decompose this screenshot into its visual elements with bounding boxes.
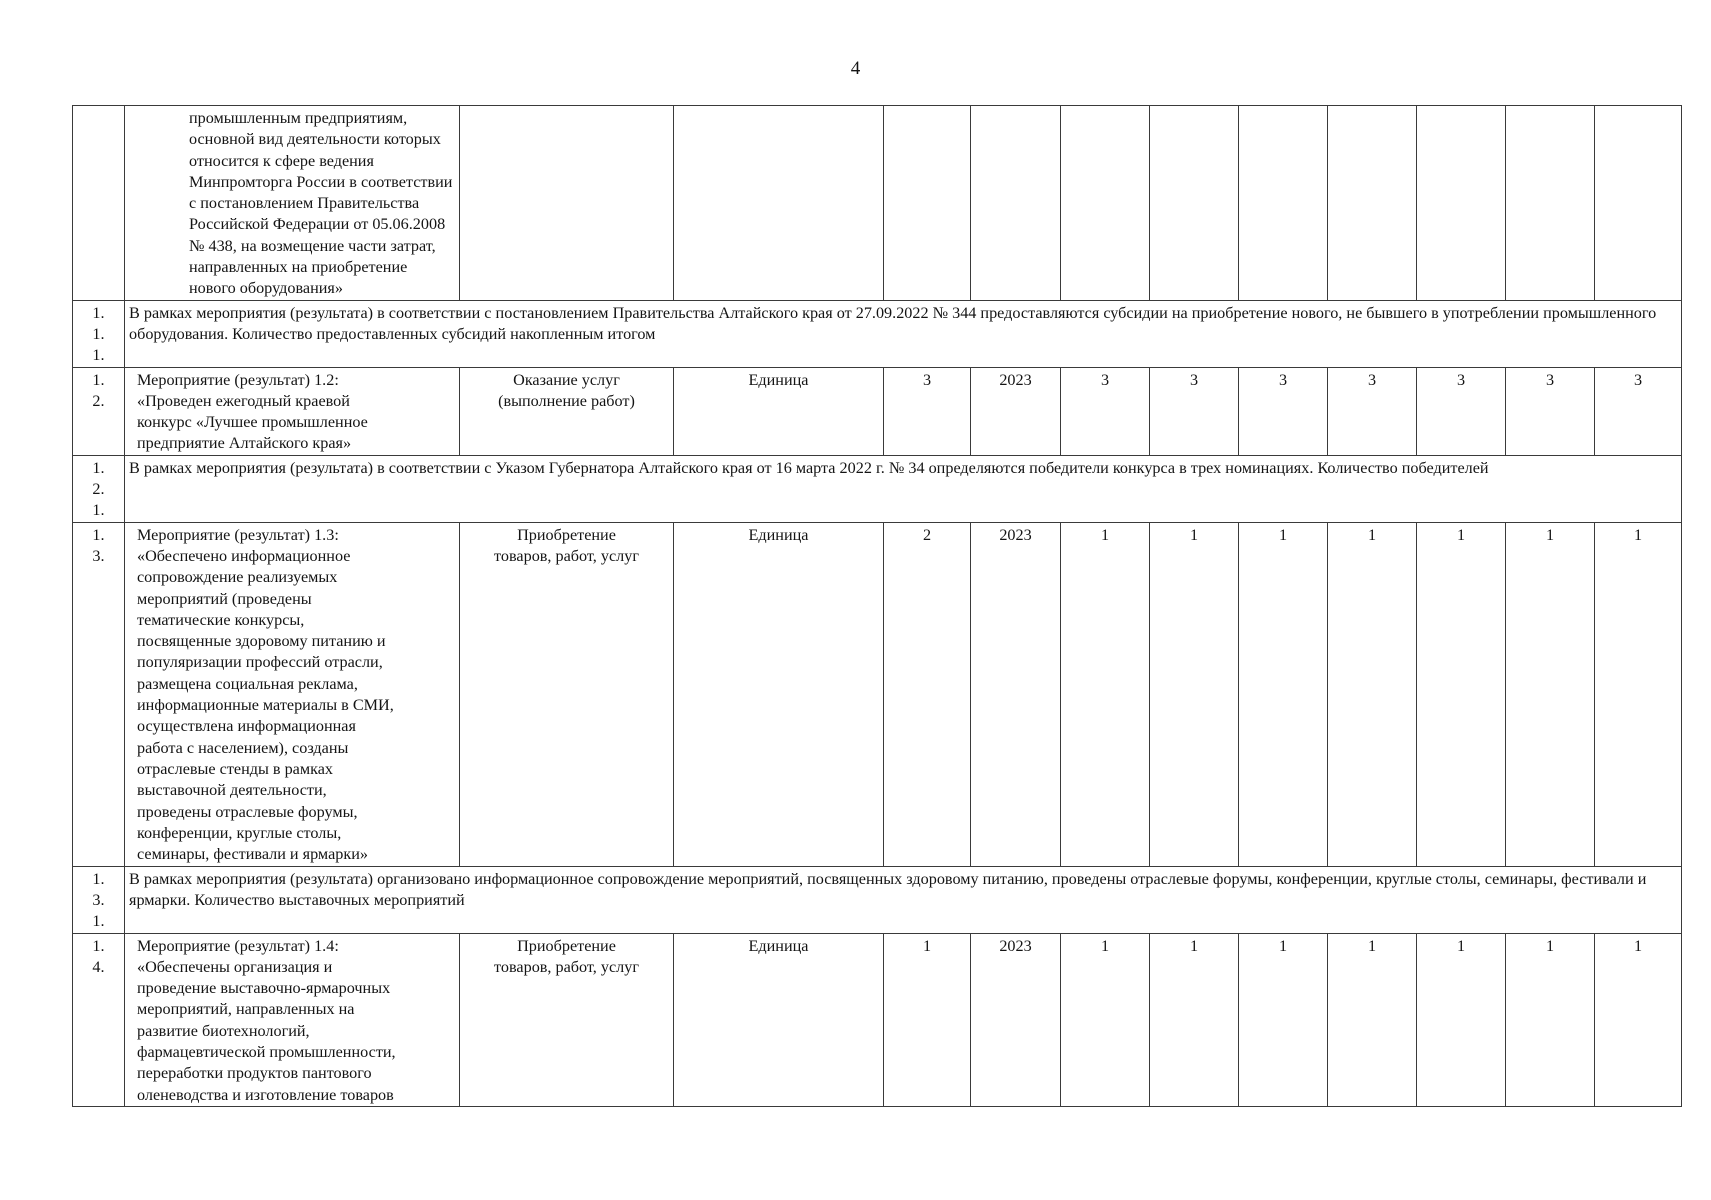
row-number: 1. 4. [73, 933, 125, 1106]
year-value: 1 [1417, 522, 1506, 866]
page-number: 4 [850, 58, 861, 79]
year-value: 1 [1417, 933, 1506, 1106]
year-value: 3 [1061, 367, 1150, 455]
unit: Единица [674, 933, 884, 1106]
year-value: 1 [1506, 933, 1595, 1106]
row-number: 1. 2. [73, 367, 125, 455]
table-row [73, 300, 1682, 367]
base-year: 2023 [971, 522, 1061, 866]
year-value: 3 [1506, 367, 1595, 455]
measure-type: Приобретение товаров, работ, услуг [460, 933, 674, 1106]
measure-description: промышленным предприятиям, основной вид деятельности которых относится к сфере ведения Минпромторга России в соответствии с постановлением Правительства Российской Федерации от 05.06.2008 № 438, на возмещение части затрат, направленных на приобретение нового оборудования» [125, 106, 460, 301]
measure-note: В рамках мероприятия (результата) в соответствии с Указом Губернатора Алтайского края от 16 марта 2022 г. № 34 определяются победители конкурса в трех номинациях. Количество победителей [125, 455, 1682, 522]
base-year: 2023 [971, 367, 1061, 455]
year-value: 3 [1150, 367, 1239, 455]
year-value: 1 [1239, 522, 1328, 866]
row-number: 1. 1. 1. [73, 300, 125, 367]
base-year: 2023 [971, 933, 1061, 1106]
table-row [73, 106, 1682, 301]
year-value: 3 [1595, 367, 1682, 455]
year-value: 1 [1239, 933, 1328, 1106]
year-value: 1 [1328, 522, 1417, 866]
measure-type: Приобретение товаров, работ, услуг [460, 522, 674, 866]
year-value: 1 [1150, 933, 1239, 1106]
base-value: 3 [884, 367, 971, 455]
measure-type: Оказание услуг (выполнение работ) [460, 367, 674, 455]
year-value: 1 [1595, 933, 1682, 1106]
year-value: 1 [1595, 522, 1682, 866]
year-value: 1 [1506, 522, 1595, 866]
unit: Единица [674, 367, 884, 455]
year-value: 1 [1061, 933, 1150, 1106]
measure-note: В рамках мероприятия (результата) организовано информационное сопровождение мероприятий, посвященных здоровому питанию, проведены отраслевые форумы, конференции, круглые столы, семинары, фестивали и ярмарки. Количество выставочных мероприятий [125, 866, 1682, 933]
base-value: 1 [884, 933, 971, 1106]
table-row [73, 455, 1682, 522]
table-row [73, 933, 1682, 1106]
table-row [73, 866, 1682, 933]
row-number: 1. 3. [73, 522, 125, 866]
measure-description: Мероприятие (результат) 1.2: «Проведен ежегодный краевой конкурс «Лучшее промышленное предприятие Алтайского края» [125, 367, 460, 455]
table-row [73, 367, 1682, 455]
year-value: 3 [1239, 367, 1328, 455]
indicators-table [72, 105, 1682, 1107]
measure-description: Мероприятие (результат) 1.3: «Обеспечено информационное сопровождение реализуемых мероприятий (проведены тематические конкурсы, посвященные здоровому питанию и популяризации профессий отрасли, размещена социальная реклама, информационные материалы в СМИ, осуществлена информационная работа с населением), созданы отраслевые стенды в рамках выставочной деятельности, проведены отраслевые форумы, конференции, круглые столы, семинары, фестивали и ярмарки» [125, 522, 460, 866]
row-number: 1. 2. 1. [73, 455, 125, 522]
year-value: 3 [1328, 367, 1417, 455]
row-number [73, 106, 125, 301]
table-row [73, 522, 1682, 866]
row-number: 1. 3. 1. [73, 866, 125, 933]
measure-note: В рамках мероприятия (результата) в соответствии с постановлением Правительства Алтайского края от 27.09.2022 № 344 предоставляются субсидии на приобретение нового, не бывшего в употреблении промышленного оборудования. Количество предоставленных субсидий накопленным итогом [125, 300, 1682, 367]
unit: Единица [674, 522, 884, 866]
measure-description: Мероприятие (результат) 1.4: «Обеспечены организация и проведение выставочно-ярмарочных мероприятий, направленных на развитие биотехнологий, фармацевтической промышленности, переработки продуктов пантового олeневодства и изготовление товаров [125, 933, 460, 1106]
year-value: 3 [1417, 367, 1506, 455]
year-value: 1 [1150, 522, 1239, 866]
year-value: 1 [1328, 933, 1417, 1106]
base-value: 2 [884, 522, 971, 866]
year-value: 1 [1061, 522, 1150, 866]
